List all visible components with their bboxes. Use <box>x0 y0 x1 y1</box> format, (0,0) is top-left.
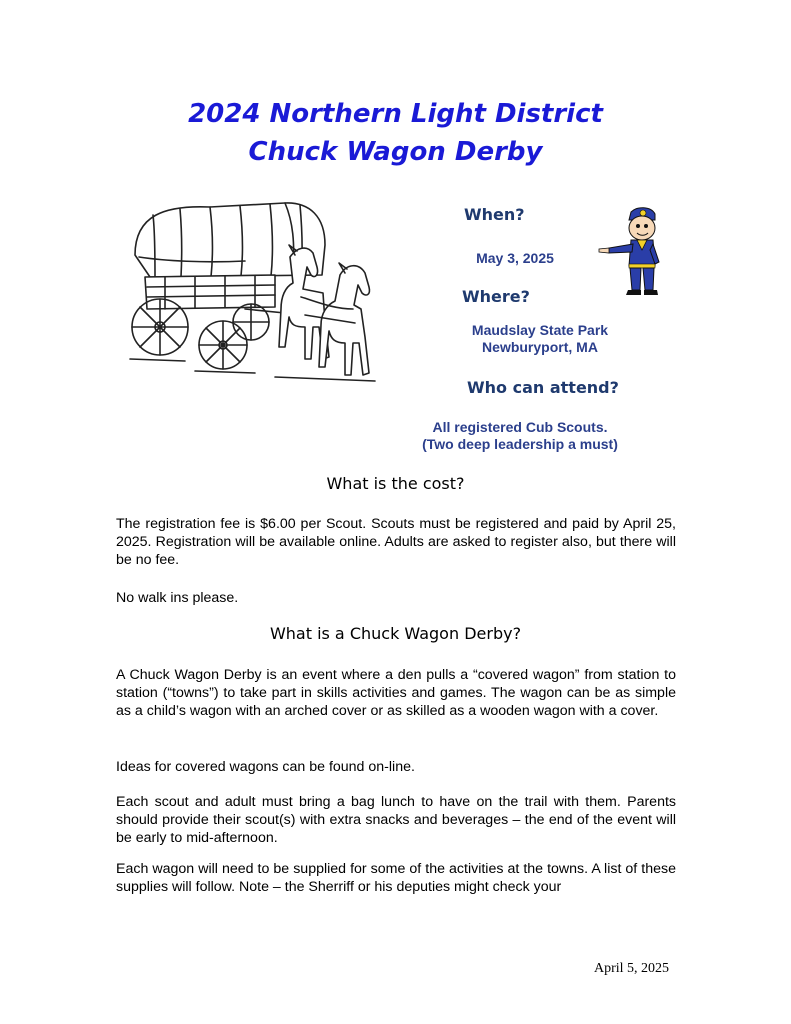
covered-wagon-illustration <box>125 197 380 389</box>
who-line-2: (Two deep leadership a must) <box>422 436 618 452</box>
supplies-paragraph: Each wagon will need to be supplied for some of the activities at the towns. A list of these supplies will follow. Note – the Sherriff or his deputies might check your <box>116 861 676 896</box>
cost-heading: What is the cost? <box>326 474 465 493</box>
title-line-1: 2024 Northern Light District <box>188 99 603 129</box>
who-line-1: All registered Cub Scouts. <box>432 419 608 435</box>
footer-date: April 5, 2025 <box>594 961 670 976</box>
where-location <box>440 322 640 356</box>
who-details <box>395 419 645 453</box>
when-date: May 3, 2025 <box>476 250 554 266</box>
where-heading: Where? <box>462 287 530 306</box>
derby-description: A Chuck Wagon Derby is an event where a den pulls a “covered wagon” from station to station (“towns”) to take part in skills activities and games. The wagon can be as simple as a child’s wagon with an arched cover or as skilled as a wooden wagon with a cover. <box>116 667 676 720</box>
where-line-1: Maudslay State Park <box>471 322 609 338</box>
cost-paragraph: The registration fee is $6.00 per Scout. Scouts must be registered and paid by April 25, 2025. Registration will be available online. Adults are asked to register also, but there will be no fee. <box>116 516 676 569</box>
wagon-ideas-paragraph: Ideas for covered wagons can be found on-line. <box>116 759 415 775</box>
derby-heading: What is a Chuck Wagon Derby? <box>269 624 522 643</box>
where-line-2: Newburyport, MA <box>482 339 598 355</box>
title-line-2: Chuck Wagon Derby <box>248 137 543 167</box>
lunch-paragraph: Each scout and adult must bring a bag lunch to have on the trail with them. Parents should provide their scout(s) with extra snacks and beverages – the end of the event will be early to mid-afternoon. <box>116 794 676 847</box>
who-heading: Who can attend? <box>467 378 619 397</box>
no-walk-ins-paragraph: No walk ins please. <box>116 590 239 606</box>
when-heading: When? <box>464 205 525 224</box>
